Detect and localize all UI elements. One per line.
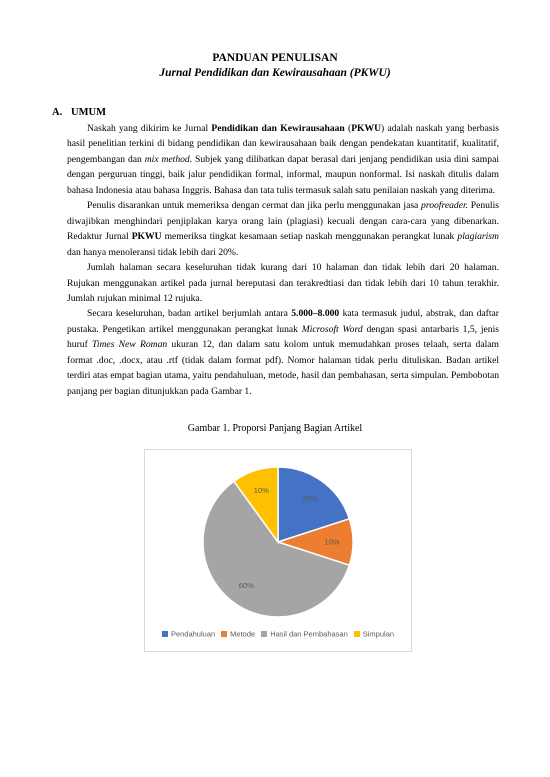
italic-text: Times New Roman [92, 339, 168, 351]
legend-item [221, 629, 255, 639]
legend-label: Simpulan [362, 629, 395, 639]
text-run: Penulis disarankan untuk memeriksa dengan cermat dan jika perlu menggunakan jasa [87, 200, 422, 212]
italic-text: Microsoft Word [301, 323, 363, 335]
bold-text: PKWU [351, 123, 382, 134]
paragraph [67, 306, 499, 399]
section-heading [52, 107, 106, 118]
body-text [67, 121, 499, 399]
text-run: dengan spasi antarbaris 1,5, jenis huruf [67, 323, 500, 351]
text-run: Jumlah halaman secara keseluruhan tidak kurang dari 10 halaman dan tidak lebih dari 20 halaman. Rujukan menggunakan artikel pada jurnal bereputasi dan terakredtiasi dan tidak lebih dari 10 tahun terakhir. Jumlah rujukan minimal 12 rujuka. [67, 262, 499, 304]
legend-item [354, 629, 394, 639]
text-run: Subjek yang dilibatkan dapat berasal dari jenjang pendidikan usia dini sampai dengan perguruan tinggi, baik jalur pendidikan formal, informal, maupun nonformal. Isi naskah ditulis dalam bahasa Indonesia atau bahasa Inggris. Bahasa dan tata tulis termasuk salah satu penilaian naskah yang diterima. [67, 153, 499, 196]
legend-item [162, 629, 215, 639]
document-title: PANDUAN PENULISAN [212, 52, 338, 64]
text-run: Penulis diwajibkan menghindari penjiplakan karya orang lain (plagiasi) kecuali dengan cara-cara yang dibenarkan. Redaktur Jurnal [67, 200, 499, 243]
chart-legend [145, 629, 411, 639]
text-run: memeriksa tingkat kesamaan setiap naskah menggunakan perangkat lunak [161, 231, 458, 243]
legend-swatch [261, 631, 267, 637]
section-title: UMUM [71, 107, 106, 118]
pie-data-label: 10% [253, 486, 269, 496]
pie-data-label: 10% [324, 537, 340, 547]
paragraph [67, 260, 499, 306]
italic-text: plagiarism [457, 231, 499, 243]
pie-data-label: 20% [302, 493, 318, 503]
text-run: ) adalah naskah yang berbasis hasil penelitian terkini di bidang pendidikan dan kewirausahaan baik dengan pendekatan kuantitatif, kualitatif, pengembangan dan [67, 123, 499, 165]
legend-swatch [162, 631, 168, 637]
bold-text: Pendidikan dan Kewirausahaan [211, 123, 345, 134]
legend-label: Pendahuluan [170, 629, 216, 639]
legend-swatch [221, 631, 227, 637]
legend-swatch [354, 631, 360, 637]
bold-text: PKWU [131, 231, 162, 243]
legend-label: Hasil dan Pembahasan [270, 629, 348, 639]
figure-caption: Gambar 1. Proporsi Panjang Bagian Artikel [187, 423, 363, 434]
italic-text: mix method. [144, 153, 193, 165]
italic-text: proofreader. [421, 200, 469, 212]
pie-data-label: 60% [238, 581, 254, 591]
text-run: Secara keseluruhan, badan artikel berjumlah antara [87, 308, 292, 320]
text-run: dan hanya menoleransi tidak lebih dari 20%. [67, 246, 239, 258]
bold-text: 5.000–8.000 [291, 308, 340, 320]
section-letter: A. [52, 107, 63, 118]
pie-chart [144, 449, 412, 652]
paragraph [67, 198, 499, 260]
text-run: ukuran 12, dan dalam satu kolom untuk memudahkan proses telaah, serta dalam format .doc, .docx, atau .rtf (tidak dalam format pdf). Nomor halaman tidak perlu dituliskan. Badan artikel terdiri atas empat bagian utama, yaitu pendahuluan, metode, hasil dan pembahasan, serta simpulan. Pembobotan panjang per bagian ditunjukkan pada Gambar 1. [67, 339, 499, 397]
text-run: Naskah yang dikirim ke Jurnal [87, 123, 212, 134]
text-run: ( [344, 123, 352, 134]
text-run: kata termasuk judul, abstrak, dan daftar pustaka. Pengetikan artikel menggunakan perangkat lunak [67, 308, 499, 335]
pie-chart-svg [145, 450, 411, 630]
paragraph [67, 121, 499, 198]
legend-item [261, 629, 348, 639]
document-subtitle: Jurnal Pendidikan dan Kewirausahaan (PKWU) [159, 67, 391, 79]
legend-label: Metode [230, 629, 256, 639]
